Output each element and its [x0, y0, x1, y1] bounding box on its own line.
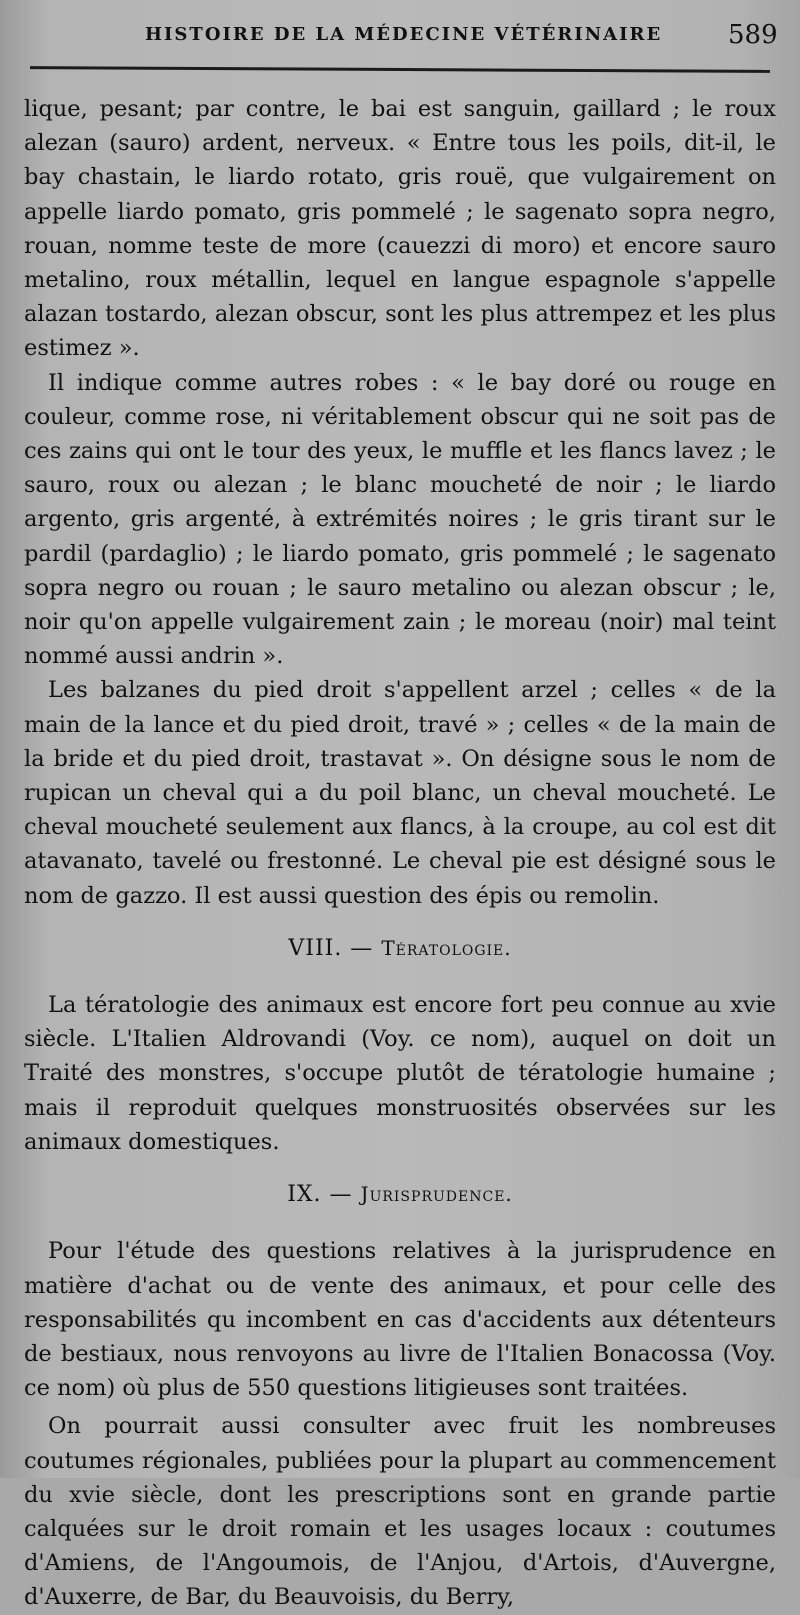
page-number: 589	[728, 20, 778, 50]
paragraph-balzanes: Les balzanes du pied droit s'appellent arzel ; celles « de la main de la lance et du pied droit, travé » ; celles « de la main de la bride et du pied droit, trastavat ». On désigne sous le nom de rupican un cheval qui a du poil blanc, un cheval moucheté. Le cheval moucheté seulement aux flancs, à la croupe, au col est dit atavanato, tavelé ou frestonné. Le cheval pie est désigné sous le nom de gazzo. Il est aussi question des épis ou remolin.	[24, 677, 776, 909]
body-text	[24, 92, 776, 1615]
section-number: IX. —	[287, 1182, 353, 1208]
section-title: Tératologie.	[381, 935, 512, 960]
paragraph-jurisprudence: Pour l'étude des questions relatives à la jurisprudence en matière d'achat ou de vente des animaux, et pour celle des responsabilités qu incombent en cas d'accidents aux détenteurs de bestiaux, nous renvoyons au livre de l'Italien Bonacossa (Voy. ce nom) où plus de 550 questions litigieuses sont traitées.	[24, 1238, 776, 1402]
running-header	[0, 18, 800, 58]
paragraph-other-coats: Il indique comme autres robes : « le bay doré ou rouge en couleur, comme rose, ni véritablement obscur qui ne soit pas de ces zains qui ont le tour des yeux, le muffle et les flancs lavez ; le sauro, roux ou alezan ; le blanc moucheté de noir ; le liardo argento, gris argenté, à extrémités noires ; le gris tirant sur le pardil (pardaglio) ; le liardo pomato, gris pommelé ; le sagenato sopra negro ou rouan ; le sauro metalino ou alezan obscur ; le, noir qu'on appelle vulgairement zain ; le moreau (noir) mal teint nommé aussi andrin ».	[24, 369, 776, 670]
section-heading-teratologie	[24, 931, 776, 966]
paragraph-horse-colors: lique, pesant; par contre, le bai est sanguin, gaillard ; le roux alezan (sauro) ardent, nerveux. « Entre tous les poils, dit-il, le bay chastain, le liardo rotato, gris rouë, que vulgairement on appelle liardo pomato, gris pommelé ; le sagenato sopra negro, rouan, nomme teste de more (cauezzi di moro) et encore sauro metalino, roux métallin, lequel en langue espagnole s'appelle alazan tostardo, alezan obscur, sont les plus attrempez et les plus estimez ».	[24, 96, 776, 362]
section-number: VIII. —	[288, 935, 374, 961]
section-title: Jurisprudence.	[360, 1182, 513, 1207]
paragraph-teratologie: La tératologie des animaux est encore fort peu connue au xvie siècle. L'Italien Aldrovandi (Voy. ce nom), auquel on doit un Traité des monstres, s'occupe plutôt de tératologie humaine ; mais il reproduit quelques monstruosités observées sur les animaux domestiques.	[24, 992, 776, 1155]
section-heading-jurisprudence	[24, 1177, 776, 1212]
header-rule	[30, 66, 770, 73]
running-title: HISTOIRE DE LA MÉDECINE VÉTÉRINAIRE	[145, 24, 663, 45]
paragraph-coutumes: On pourrait aussi consulter avec fruit les nombreuses coutumes régionales, publiées pour la plupart au commencement du xvie siècle, dont les prescriptions sont en grande partie calquées sur le droit romain et les usages locaux : coutumes d'Amiens, de l'Angoumois, de l'Anjou, d'Artois, d'Auvergne, d'Auxerre, de Bar, du Beauvoisis, du Berry,	[24, 1413, 776, 1611]
